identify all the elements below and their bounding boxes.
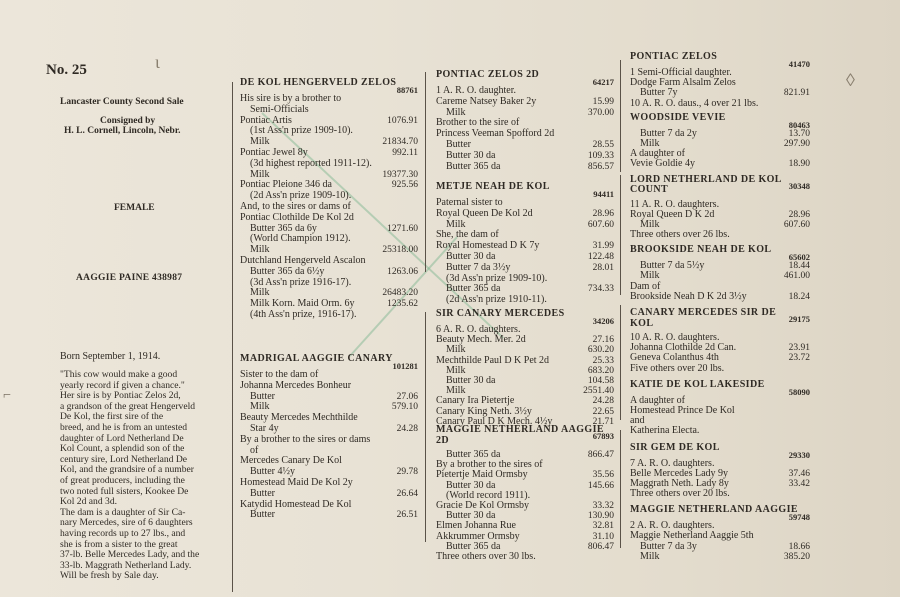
record-label: Homestead Prince De Kol xyxy=(630,404,735,416)
record-line xyxy=(630,489,810,499)
record-label: Milk xyxy=(446,106,466,118)
record-label: Milk xyxy=(640,137,660,149)
ancestor-block xyxy=(630,52,810,109)
lot-description xyxy=(60,370,230,582)
record-label: (3d highest reported 1911-12). xyxy=(250,157,372,169)
record-label: Milk xyxy=(250,244,270,256)
record-label: Beauty Mercedes Mechthilde xyxy=(240,412,358,424)
record-line xyxy=(630,159,810,169)
record-label: Dodge Farm Alsalm Zelos xyxy=(630,77,736,89)
record-line xyxy=(630,99,810,109)
record-label: Butter xyxy=(250,390,275,402)
record-line xyxy=(240,267,418,278)
record-line xyxy=(630,292,810,302)
bracket-line xyxy=(620,60,621,172)
record-line xyxy=(436,295,614,306)
record-label: Butter xyxy=(446,138,471,150)
record-label: Butter xyxy=(250,487,275,499)
record-label: Milk xyxy=(446,218,466,230)
description-line: two noted full sisters, Kookee De xyxy=(60,485,189,497)
lot-number: No. 25 xyxy=(46,62,87,78)
record-line xyxy=(436,263,614,274)
record-label: A daughter of xyxy=(630,148,685,160)
record-label: 7 A. R. O. daughters. xyxy=(630,457,715,469)
record-value: 297.90 xyxy=(783,138,810,149)
ancestor-block xyxy=(630,245,810,302)
registration-number: 41470 xyxy=(788,59,810,69)
ancestor-block xyxy=(630,175,810,241)
record-label: Milk Korn. Maid Orm. 6y xyxy=(250,298,355,310)
record-label: Butter xyxy=(250,509,275,521)
record-label: Milk xyxy=(250,136,270,148)
record-label: Milk xyxy=(640,270,660,282)
consigned-label: Consigned by xyxy=(100,116,156,126)
record-line xyxy=(240,381,418,392)
registration-number: 29330 xyxy=(788,449,810,460)
registration-number: 80463 xyxy=(788,119,810,130)
record-value: 35.56 xyxy=(592,470,614,481)
description-line: daughter of Lord Netherland De xyxy=(60,432,184,444)
record-value: 23.72 xyxy=(788,353,810,364)
sire-bracket xyxy=(425,72,426,272)
record-label: Royal Queen D K 2d xyxy=(630,208,715,220)
description-line: a grandson of the great Hengerveld xyxy=(60,400,196,412)
pedigree-header xyxy=(436,425,614,445)
record-label: (4th Ass'n prize, 1916-17). xyxy=(250,308,357,320)
record-value: 806.47 xyxy=(587,541,614,552)
record-label: Pietertje Maid Ormsby xyxy=(436,469,528,481)
record-label: Butter 7 da 3½y xyxy=(446,261,511,273)
registration-number: 88761 xyxy=(396,85,418,95)
record-label: By a brother to the sires or dams xyxy=(240,433,371,445)
record-value: 31.99 xyxy=(592,241,614,252)
record-value: 26483.20 xyxy=(382,288,418,299)
animal-title: DE KOL HENGERVELD ZELOS xyxy=(240,77,397,88)
pedigree-header xyxy=(630,244,810,263)
record-label: Butter 7 da 5½y xyxy=(640,260,705,272)
animal-title-cont: COUNT xyxy=(630,184,669,196)
record-value: 27.06 xyxy=(396,391,418,402)
record-label: Canary Ira Pietertje xyxy=(436,395,515,407)
record-label: Butter 7 da 2y xyxy=(640,127,697,139)
description-line: of great producers, including the xyxy=(60,474,185,486)
bracket-line xyxy=(620,175,621,295)
record-label: 2 A. R. O. daughters. xyxy=(630,520,715,532)
animal-title-cont: KOL xyxy=(630,317,654,329)
pedigree-header xyxy=(240,77,418,95)
margin-mark: ◊ xyxy=(846,70,855,90)
record-label: Milk xyxy=(446,385,466,397)
description-line: nary Mercedes, sire of 6 daughters xyxy=(60,517,193,529)
dam-bracket xyxy=(425,312,426,542)
maternal-grandsire-block xyxy=(436,309,614,427)
registration-number: 29175 xyxy=(788,314,810,324)
record-label: Canary Paul D K Mech. 4½y xyxy=(436,415,553,427)
record-label: Belle Mercedes Lady 9y xyxy=(630,467,729,479)
registration-number: 30348 xyxy=(788,180,810,191)
record-value: 856.57 xyxy=(587,161,614,172)
record-label: Three others over 20 lbs. xyxy=(630,488,730,500)
record-label: Butter 7 da 3y xyxy=(640,540,697,552)
animal-title: PONTIAC ZELOS xyxy=(630,51,718,62)
record-value: 607.60 xyxy=(783,219,810,230)
pedigree-header xyxy=(240,353,418,371)
record-value: 28.96 xyxy=(788,209,810,220)
record-value: 28.96 xyxy=(592,208,614,219)
animal-title: SIR GEM DE KOL xyxy=(630,441,720,453)
registration-number: 58090 xyxy=(788,386,810,397)
record-label: Gracie De Kol Ormsby xyxy=(436,499,530,511)
record-value: 370.00 xyxy=(587,107,614,118)
record-value: 13.70 xyxy=(788,128,810,139)
record-label: Milk xyxy=(640,550,660,562)
record-line xyxy=(240,510,418,521)
record-value: 29.78 xyxy=(396,467,418,478)
record-label: Butter 4½y xyxy=(250,466,295,478)
record-label: 6 A. R. O. daughters. xyxy=(436,324,521,335)
description-line: Her sire is by Pontiac Zelos 2d, xyxy=(60,390,181,402)
dam-block xyxy=(240,354,418,521)
record-value: 607.60 xyxy=(587,219,614,230)
consignor: H. L. Cornell, Lincoln, Nebr. xyxy=(64,126,181,136)
description-line: "This cow would make a good xyxy=(60,369,178,380)
animal-title: CANARY MERCEDES SIR DE xyxy=(630,307,777,318)
record-value: 2551.40 xyxy=(583,386,614,397)
record-label: (3d Ass'n prize 1916-17). xyxy=(250,276,352,288)
record-label: Katydid Homestead De Kol xyxy=(240,498,352,510)
record-label: Butter 30 da xyxy=(446,479,496,491)
record-label: Maggie Netherland Aaggie 5th xyxy=(630,530,754,542)
registration-number: 94411 xyxy=(593,189,614,199)
record-label: His sire is by a brother to xyxy=(240,93,342,104)
record-label: (2d Ass'n prize 1910-11). xyxy=(446,294,547,306)
ancestor-block xyxy=(630,113,810,170)
animal-title-cont: 2D xyxy=(436,434,450,446)
pedigree-header xyxy=(630,51,810,69)
pedigree-header xyxy=(630,175,810,195)
sale-name: Lancaster County Second Sale xyxy=(60,97,184,107)
record-value: 26.64 xyxy=(396,488,418,499)
record-line xyxy=(630,406,810,416)
record-value: 25318.00 xyxy=(382,245,418,256)
record-label: of xyxy=(250,444,259,456)
description-line: Kol 2d and 3d. xyxy=(60,496,118,508)
record-value: 26.51 xyxy=(396,510,418,521)
pedigree-header xyxy=(630,504,810,523)
record-value: 925.56 xyxy=(391,180,418,191)
record-label: Careme Natsey Baker 2y xyxy=(436,95,537,107)
animal-title: BROOKSIDE NEAH DE KOL xyxy=(630,244,772,256)
sire-block xyxy=(240,78,418,321)
description-line: yearly record if given a chance." xyxy=(60,379,185,391)
record-label: Brother to the sire of xyxy=(436,117,520,129)
record-label: Sister to the dam of xyxy=(240,369,319,380)
ancestor-block xyxy=(630,380,810,437)
record-value: 24.28 xyxy=(396,423,418,434)
record-label: Vevie Goldie 4y xyxy=(630,158,695,170)
record-value: 683.20 xyxy=(587,365,614,376)
record-label: (World record 1911). xyxy=(446,489,531,501)
record-label: Dutchland Hengerveld Ascalon xyxy=(240,254,366,266)
record-label: 11 A. R. O. daughters. xyxy=(630,198,720,210)
margin-mark: ɩ xyxy=(155,52,160,72)
record-value: 122.48 xyxy=(587,251,614,262)
record-label: Milk xyxy=(250,287,270,299)
description-line: having records up to 27 lbs., and xyxy=(60,527,186,539)
record-value: 992.11 xyxy=(392,147,418,158)
margin-mark: ⌐ xyxy=(3,388,11,403)
record-value: 18.24 xyxy=(788,291,810,302)
record-value: 21.71 xyxy=(592,416,614,427)
record-label: Homestead Maid De Kol 2y xyxy=(240,476,353,488)
sex-label: FEMALE xyxy=(114,203,155,213)
record-label: Butter 365 da xyxy=(446,449,501,460)
record-label: Five others over 20 lbs. xyxy=(630,362,725,374)
record-value: 28.01 xyxy=(592,262,614,273)
record-label: Butter 30 da xyxy=(446,510,496,522)
record-value: 18.66 xyxy=(788,541,810,552)
record-label: Star 4y xyxy=(250,422,279,434)
pedigree-header xyxy=(436,181,614,199)
pedigree-header xyxy=(630,378,810,397)
pedigree-header xyxy=(436,308,614,326)
description-line: De Kol, the first sire of the xyxy=(60,411,164,423)
record-label: and xyxy=(630,415,645,427)
animal-title: MADRIGAL AAGGIE CANARY xyxy=(240,353,393,364)
record-label: Geneva Colanthus 4th xyxy=(630,352,719,364)
pedigree-header xyxy=(630,308,810,328)
record-label: Royal Homestead D K 7y xyxy=(436,240,540,252)
animal-title: MAGGIE NETHERLAND AAGGIE xyxy=(436,424,604,435)
record-value: 579.10 xyxy=(391,402,418,413)
bracket-line xyxy=(620,430,621,548)
description-line: Kol Count, a splendid son of the xyxy=(60,443,185,455)
record-value: 1235.62 xyxy=(387,299,418,310)
record-label: Canary King Neth. 3½y xyxy=(436,405,532,417)
great-grandparents-column xyxy=(630,52,810,562)
description-line: The dam is a daughter of Sir Ca- xyxy=(60,506,186,518)
record-value: 31.10 xyxy=(592,531,614,542)
record-label: (World Champion 1912). xyxy=(250,233,351,245)
record-value: 385.20 xyxy=(783,551,810,562)
record-label: Royal Queen De Kol 2d xyxy=(436,207,533,219)
record-label: Milk xyxy=(446,344,466,356)
registration-number: 101281 xyxy=(392,361,418,371)
record-value: 1076.91 xyxy=(387,115,418,126)
ancestor-block xyxy=(630,308,810,374)
record-line xyxy=(436,552,614,562)
record-value: 15.99 xyxy=(592,96,614,107)
record-label: Pontiac Artis xyxy=(240,114,292,126)
record-label: Pontiac Clothilde De Kol 2d xyxy=(240,211,354,223)
record-label: Mercedes Canary De Kol xyxy=(240,455,342,467)
record-line xyxy=(630,230,810,240)
description-line: 37-lb. Belle Mercedes Lady, and the xyxy=(60,549,200,561)
record-label: Butter 365 da 6y xyxy=(250,222,317,234)
record-label: Butter 365 da xyxy=(446,540,501,552)
record-line xyxy=(436,151,614,162)
record-label: Butter 30 da xyxy=(446,250,496,262)
record-value: 130.90 xyxy=(587,511,614,522)
record-label: Three others over 26 lbs. xyxy=(630,229,730,241)
record-line xyxy=(240,310,418,321)
record-label: 1 Semi-Official daughter. xyxy=(630,67,732,78)
record-value: 32.81 xyxy=(592,521,614,532)
record-label: Mechthilde Paul D K Pet 2d xyxy=(436,354,550,366)
record-value: 27.16 xyxy=(592,335,614,346)
record-label: Butter 365 da xyxy=(446,283,501,295)
record-label: Milk xyxy=(250,168,270,180)
record-label: Pontiac Pleione 346 da xyxy=(240,179,332,191)
maternal-granddam-block xyxy=(436,425,614,562)
record-label: Beauty Mech. Mer. 2d xyxy=(436,334,526,346)
record-line xyxy=(240,213,418,224)
record-label: Princess Veeman Spofford 2d xyxy=(436,128,555,140)
record-line xyxy=(240,435,418,446)
animal-title: SIR CANARY MERCEDES xyxy=(436,308,565,319)
animal-title: PONTIAC ZELOS 2D xyxy=(436,69,540,80)
record-label: Butter 365 da 6½y xyxy=(250,265,325,277)
record-label: Three others over 30 lbs. xyxy=(436,550,536,562)
record-value: 28.55 xyxy=(592,139,614,150)
pedigree-header xyxy=(630,441,810,460)
registration-number: 65602 xyxy=(788,252,810,263)
record-value: 18.90 xyxy=(788,159,810,170)
record-label: Butter 30 da xyxy=(446,149,496,161)
record-label: She, the dam of xyxy=(436,229,499,241)
record-label: 10 A. R. O. daus., 4 over 21 lbs. xyxy=(630,97,759,109)
pedigree-bracket xyxy=(232,82,233,592)
record-value: 821.91 xyxy=(783,88,810,99)
record-label: Milk xyxy=(250,401,270,413)
record-value: 1263.06 xyxy=(387,266,418,277)
birth-date: Born September 1, 1914. xyxy=(60,351,161,362)
ancestor-block xyxy=(630,505,810,562)
ancestor-block xyxy=(630,443,810,500)
record-value: 33.42 xyxy=(788,478,810,489)
registration-number: 64217 xyxy=(592,77,614,87)
record-line xyxy=(436,162,614,173)
description-line: Kol, and the grandsire of a number xyxy=(60,464,195,476)
registration-number: 34206 xyxy=(592,316,614,326)
record-value: 21834.70 xyxy=(382,137,418,148)
animal-title: WOODSIDE VEVIE xyxy=(630,111,726,123)
record-value: 734.33 xyxy=(587,284,614,295)
record-label: Pontiac Jewel 8y xyxy=(240,146,308,158)
record-value: 109.33 xyxy=(587,150,614,161)
record-value: 145.66 xyxy=(587,480,614,491)
record-line xyxy=(436,209,614,220)
record-label: 1 A. R. O. daughter. xyxy=(436,85,516,96)
record-value: 33.32 xyxy=(592,500,614,511)
record-value: 37.46 xyxy=(788,468,810,479)
registration-number: 59748 xyxy=(788,512,810,523)
animal-title: METJE NEAH DE KOL xyxy=(436,181,550,192)
record-line xyxy=(630,552,810,562)
record-label: By a brother to the sires of xyxy=(436,459,543,471)
record-value: 866.47 xyxy=(587,450,614,460)
record-label: (1st Ass'n prize 1909-10). xyxy=(250,125,353,137)
record-value: 104.58 xyxy=(587,375,614,386)
description-line: 33-lb. Maggrath Netherland Lady. xyxy=(60,559,192,571)
record-label: Paternal sister to xyxy=(436,197,503,208)
record-value: 1271.60 xyxy=(387,223,418,234)
description-line: Will be fresh by Sale day. xyxy=(60,570,159,582)
description-line: breed, and he is from an untested xyxy=(60,421,188,433)
record-label: Johanna Clothilde 2d Can. xyxy=(630,342,737,354)
record-label: Butter 30 da xyxy=(446,374,496,386)
record-value: 22.65 xyxy=(592,406,614,417)
record-label: Elmen Johanna Rue xyxy=(436,520,516,532)
record-line xyxy=(630,426,810,436)
record-label: Milk xyxy=(640,218,660,230)
bracket-line xyxy=(620,305,621,420)
record-label: (2d Ass'n prize 1909-10). xyxy=(250,190,352,202)
record-label: Milk xyxy=(446,364,466,376)
record-value: 23.91 xyxy=(788,343,810,354)
record-value: 24.28 xyxy=(592,396,614,407)
record-label: And, to the sires or dams of xyxy=(240,200,351,212)
record-label: Dam of xyxy=(630,280,661,292)
grandsire-block xyxy=(436,70,614,172)
record-label: Butter 7y xyxy=(640,87,678,99)
animal-title: KATIE DE KOL LAKESIDE xyxy=(630,378,765,390)
record-value: 461.00 xyxy=(783,271,810,282)
record-label: Butter 365 da xyxy=(446,160,501,172)
record-value: 630.20 xyxy=(587,345,614,356)
record-line xyxy=(436,97,614,108)
record-label: 10 A. R. O. daughters. xyxy=(630,332,720,343)
record-label: Akkrummer Ormsby xyxy=(436,530,520,542)
record-label: (3d Ass'n prize 1909-10). xyxy=(446,272,548,284)
animal-title: MAGGIE NETHERLAND AAGGIE xyxy=(630,504,798,516)
granddam-block xyxy=(436,182,614,306)
description-line: she is from a sister to the great xyxy=(60,538,178,550)
animal-title: LORD NETHERLAND DE KOL xyxy=(630,173,782,185)
pedigree-header xyxy=(630,111,810,130)
record-line xyxy=(630,364,810,374)
record-label: A daughter of xyxy=(630,394,685,406)
record-value: 25.33 xyxy=(592,355,614,366)
description-line: century sire, Lord Netherland De xyxy=(60,453,188,465)
registration-number: 67893 xyxy=(592,431,614,441)
record-label: Katherina Electa. xyxy=(630,425,700,437)
record-label: Brookside Neah D K 2d 3½y xyxy=(630,290,747,302)
record-label: Johanna Mercedes Bonheur xyxy=(240,379,352,391)
record-label: Semi-Officials xyxy=(250,103,309,115)
animal-name: AAGGIE PAINE 438987 xyxy=(76,273,183,283)
record-label: Maggrath Neth. Lady 8y xyxy=(630,477,729,489)
record-value: 19377.30 xyxy=(382,169,418,180)
record-line xyxy=(240,159,418,170)
pedigree-header xyxy=(436,69,614,87)
record-value: 18.44 xyxy=(788,261,810,272)
